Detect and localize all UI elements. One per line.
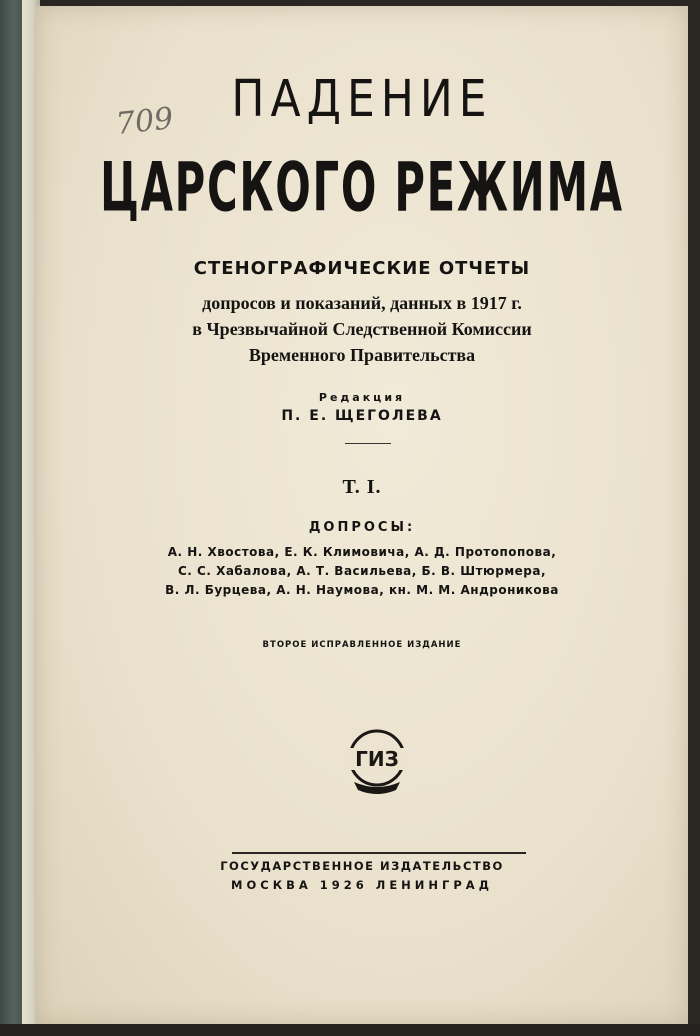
title-line-2: ЦАРСКОГО РЕЖИМА	[100, 148, 624, 227]
imprint: МОСКВА 1926 ЛЕНИНГРАД	[231, 878, 493, 892]
description-line: допросов и показаний, данных в 1917 г.	[202, 293, 522, 313]
interrogated-line: В. Л. Бурцева, А. Н. Наумова, кн. М. М. Андроникова	[165, 583, 559, 597]
description-line: в Чрезвычайной Следственной Комиссии	[192, 319, 532, 339]
description-line: Временного Правительства	[248, 345, 476, 365]
interrogations-label: ДОПРОСЫ:	[308, 520, 416, 535]
interrogated-line: А. Н. Хвостова, Е. К. Климовича, А. Д. Протопопова,	[167, 545, 557, 559]
title-line-1: ПАДЕНИЕ	[231, 70, 493, 129]
volume-number: Т. I.	[342, 476, 382, 498]
edition-note: ВТОРОЕ ИСПРАВЛЕННОЕ ИЗДАНИЕ	[262, 640, 462, 650]
subtitle: СТЕНОГРАФИЧЕСКИЕ ОТЧЕТЫ	[193, 258, 531, 279]
interrogated-list	[36, 543, 688, 600]
publisher-logo	[342, 724, 412, 798]
title-page	[36, 6, 688, 1024]
description	[36, 290, 688, 368]
publisher-logo-text: ГИЗ	[355, 747, 399, 771]
background-bottom	[0, 1024, 700, 1036]
publisher-name: ГОСУДАРСТВЕННОЕ ИЗДАТЕЛЬСТВО	[220, 859, 504, 873]
editor-name: П. Е. ЩЕГОЛЕВА	[281, 408, 443, 424]
handwritten-shelf-number: 709	[114, 101, 175, 142]
interrogated-line: С. С. Хабалова, А. Т. Васильева, Б. В. Штюрмера,	[177, 564, 547, 578]
publisher-rule	[232, 852, 526, 854]
editor-label: Редакция	[318, 391, 406, 404]
divider	[345, 443, 391, 444]
